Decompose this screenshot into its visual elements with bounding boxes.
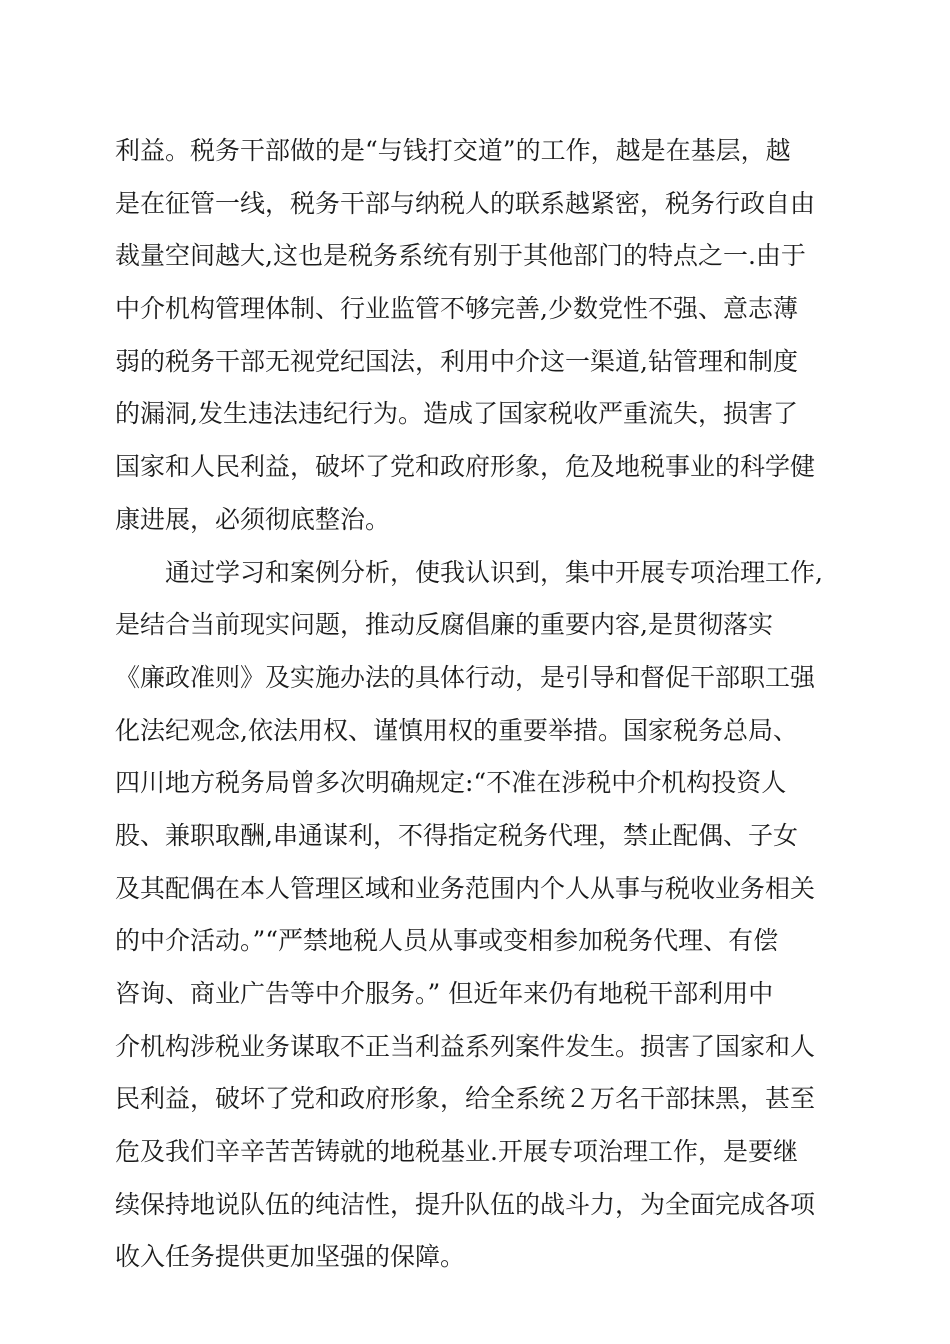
- text-line: 四川地方税务局曾多次明确规定:“不准在涉税中介机构投资人: [115, 768, 787, 798]
- text-line: 化法纪观念,依法用权、谨慎用权的重要举措。国家税务总局、: [115, 715, 798, 745]
- text-line: 危及我们辛辛苦苦铸就的地税基业.开展专项治理工作，是要继: [115, 1137, 798, 1167]
- text-line: 《廉政准则》及实施办法的具体行动，是引导和督促干部职工强: [115, 662, 816, 692]
- text-line: 裁量空间越大,这也是税务系统有别于其他部门的特点之一.由于: [115, 241, 806, 271]
- text-line: 国家和人民利益，破坏了党和政府形象，危及地税事业的科学健: [115, 452, 816, 482]
- text-line: 收入任务提供更加坚强的保障。: [115, 1242, 466, 1272]
- text-line: 弱的税务干部无视党纪国法，利用中介这一渠道,钻管理和制度: [115, 346, 798, 376]
- text-line: 是在征管一线，税务干部与纳税人的联系越紧密，税务行政自由: [115, 188, 816, 218]
- text-line: 咨询、商业广告等中介服务。” 但近年来仍有地税干部利用中: [115, 979, 774, 1008]
- text-line: 通过学习和案例分析，使我认识到，集中开展专项治理工作,: [115, 557, 823, 587]
- text-line: 中介机构管理体制、行业监管不够完善,少数党性不强、意志薄: [115, 294, 798, 324]
- text-line: 康进展，必须彻底整治。: [115, 504, 391, 534]
- text-line: 利益。税务干部做的是“与钱打交道”的工作，越是在基层，越: [115, 136, 791, 165]
- text-line: 介机构涉税业务谋取不正当利益系列案件发生。损害了国家和人: [115, 1031, 816, 1061]
- text-line: 续保持地说队伍的纯洁性，提升队伍的战斗力，为全面完成各项: [115, 1189, 816, 1219]
- text-line: 民利益，破坏了党和政府形象，给全系统２万名干部抹黑，甚至: [115, 1084, 816, 1114]
- text-line: 的漏洞,发生违法违纪行为。造成了国家税收严重流失，损害了: [115, 399, 798, 429]
- text-line: 是结合当前现实问题，推动反腐倡廉的重要内容,是贯彻落实: [115, 610, 773, 640]
- text-line: 及其配偶在本人管理区域和业务范围内个人从事与税收业务相关: [115, 873, 816, 903]
- text-line: 的中介活动。”“严禁地税人员从事或变相参加税务代理、有偿: [115, 926, 779, 956]
- body-text: [115, 125, 840, 1284]
- text-line: 股、兼职取酬,串通谋利，不得指定税务代理，禁止配偶、子女: [115, 820, 798, 850]
